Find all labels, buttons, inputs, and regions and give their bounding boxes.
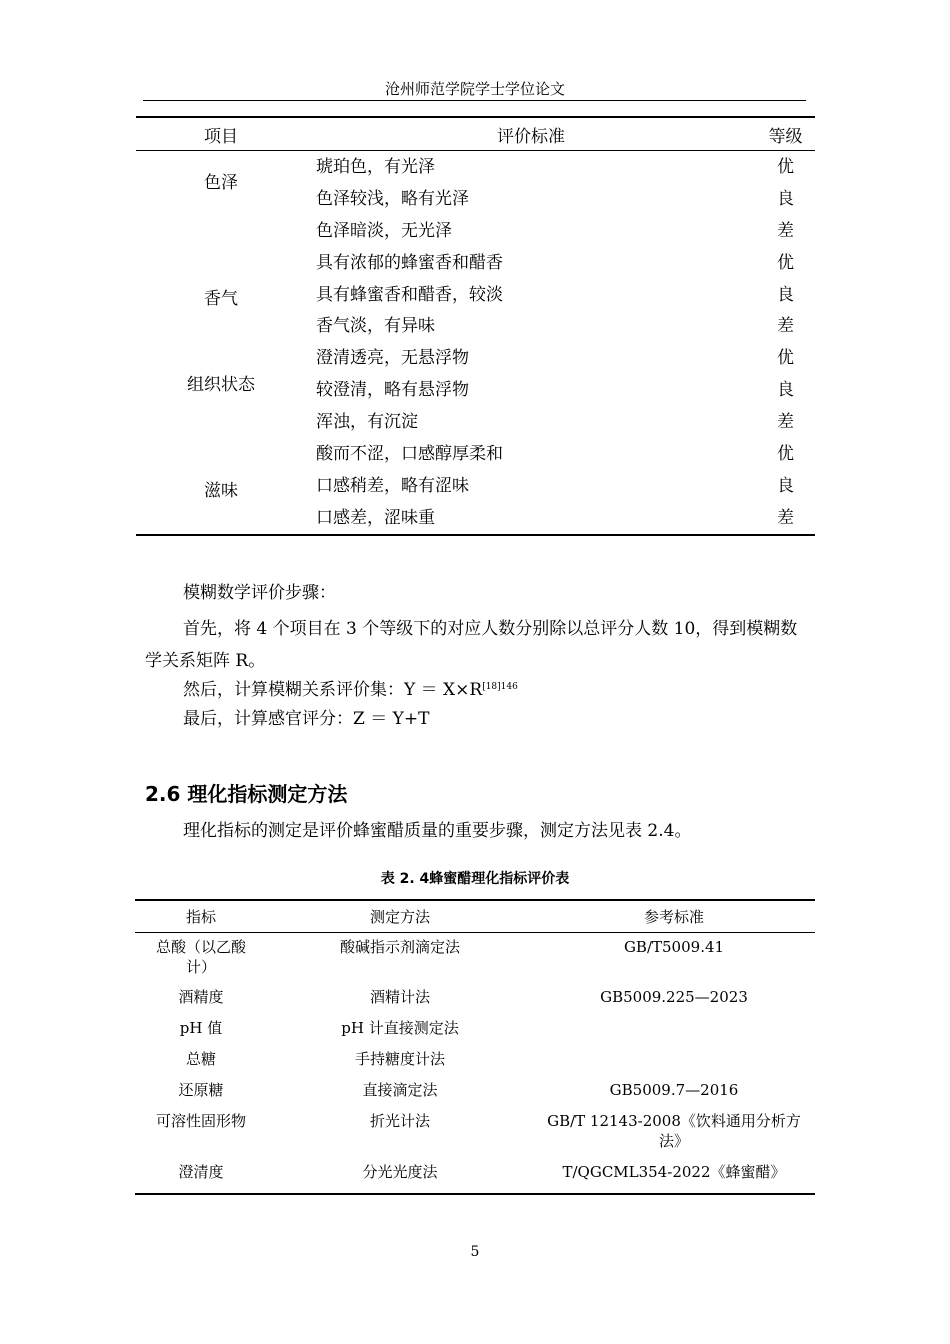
grade-cell: 良 bbox=[777, 380, 794, 401]
step-third: 最后，计算感官评分：Z ＝ Y+T bbox=[183, 709, 430, 729]
criterion-cell: 琥珀色，有光泽 bbox=[316, 156, 435, 177]
table-row bbox=[135, 1107, 815, 1158]
standard-cell: T/QGCML354-2022《蜂蜜醋》 bbox=[562, 1162, 786, 1181]
table-row bbox=[136, 215, 815, 247]
steps-title: 模糊数学评价步骤： bbox=[183, 583, 336, 603]
indicator-cell: 酒精度 bbox=[178, 987, 224, 1006]
step-first: 首先，将 4 个项目在 3 个等级下的对应人数分别除以总评分人数 10，得到模糊数学关系矩阵 R。 bbox=[145, 619, 798, 671]
grade-cell: 差 bbox=[756, 502, 815, 535]
standard-cell: GB5009.7—2016 bbox=[609, 1080, 739, 1099]
citation-ref: [18]146 bbox=[482, 682, 518, 692]
grade-cell: 差 bbox=[777, 316, 794, 337]
column-header-method: 测定方法 bbox=[267, 900, 533, 933]
criterion-cell: 澄清透亮，无悬浮物 bbox=[316, 348, 469, 369]
table-row bbox=[136, 342, 815, 374]
table-row bbox=[136, 406, 815, 438]
grade-cell: 优 bbox=[777, 156, 794, 177]
method-cell: pH 计直接测定法 bbox=[341, 1018, 459, 1037]
indicator-cell: 澄清度 bbox=[178, 1162, 224, 1181]
grade-cell: 良 bbox=[777, 475, 794, 496]
criterion-cell: 酸而不涩，口感醇厚柔和 bbox=[316, 443, 503, 464]
table-row bbox=[135, 933, 815, 983]
table-row bbox=[135, 983, 815, 1014]
indicator-cell: 可溶性固形物 bbox=[155, 1111, 246, 1130]
table-row bbox=[136, 151, 815, 183]
indicator-cell: pH 值 bbox=[179, 1018, 223, 1037]
grade-cell: 优 bbox=[777, 443, 794, 464]
empty-cell bbox=[136, 502, 306, 535]
step-second-text: 然后，计算模糊关系评价集：Y ＝ X×R bbox=[183, 680, 483, 700]
table-row bbox=[136, 310, 815, 342]
table-row bbox=[135, 1076, 815, 1107]
table-row bbox=[136, 438, 815, 470]
grade-cell: 良 bbox=[777, 284, 794, 305]
page-header: 沧州师范学院学士学位论文 bbox=[384, 80, 565, 98]
criterion-cell: 浑浊，有沉淀 bbox=[316, 412, 418, 433]
indicator-cell: 总酸（以乙酸计） bbox=[155, 938, 246, 976]
method-cell: 酒精计法 bbox=[369, 987, 430, 1006]
table-row bbox=[136, 502, 815, 535]
table-row bbox=[135, 1014, 815, 1045]
table-caption: 表 2. 4蜂蜜醋理化指标评价表 bbox=[380, 871, 570, 887]
physicochemical-table bbox=[135, 899, 815, 1195]
grade-cell: 差 bbox=[777, 220, 794, 241]
item-cell: 组织状态 bbox=[187, 375, 255, 396]
criterion-cell: 色泽暗淡，无光泽 bbox=[316, 220, 452, 241]
section-intro: 理化指标的测定是评价蜂蜜醋质量的重要步骤，测定方法见表 2.4。 bbox=[183, 821, 692, 841]
header-rule bbox=[143, 100, 806, 101]
standard-cell: GB/T 12143-2008《饮料通用分析方法》 bbox=[547, 1111, 801, 1150]
criterion-cell: 较澄清，略有悬浮物 bbox=[316, 380, 469, 401]
method-cell: 手持糖度计法 bbox=[354, 1049, 445, 1068]
table-header-row bbox=[136, 117, 815, 151]
grade-cell: 优 bbox=[777, 348, 794, 369]
empty-cell bbox=[136, 342, 306, 374]
criterion-cell: 具有浓郁的蜂蜜香和醋香 bbox=[316, 252, 503, 273]
criterion-cell: 口感差，涩味重 bbox=[306, 502, 756, 535]
grade-cell: 良 bbox=[777, 188, 794, 209]
empty-cell bbox=[136, 215, 306, 247]
column-header-item: 项目 bbox=[136, 117, 306, 151]
section-heading: 2.6 理化指标测定方法 bbox=[145, 782, 348, 806]
table-row bbox=[136, 247, 815, 279]
column-header-grade: 等级 bbox=[756, 117, 815, 151]
method-cell: 直接滴定法 bbox=[362, 1080, 438, 1099]
item-cell: 香气 bbox=[204, 289, 238, 310]
column-header-standard: 参考标准 bbox=[533, 900, 815, 933]
item-cell: 色泽 bbox=[204, 172, 238, 193]
indicator-cell: 总糖 bbox=[185, 1049, 216, 1068]
method-cell: 折光计法 bbox=[369, 1111, 430, 1130]
table-row bbox=[135, 1045, 815, 1076]
step-second bbox=[145, 676, 843, 701]
grade-cell: 优 bbox=[777, 252, 794, 273]
method-cell: 分光光度法 bbox=[267, 1158, 533, 1194]
criterion-cell: 色泽较浅，略有光泽 bbox=[316, 188, 469, 209]
criterion-cell: 口感稍差，略有涩味 bbox=[316, 475, 469, 496]
column-header-criterion: 评价标准 bbox=[306, 117, 756, 151]
empty-cell bbox=[136, 406, 306, 438]
standard-cell: GB5009.225—2023 bbox=[600, 987, 748, 1006]
grade-cell: 差 bbox=[777, 412, 794, 433]
sensory-evaluation-table bbox=[136, 116, 815, 536]
page-number: 5 bbox=[470, 1244, 480, 1260]
table-row bbox=[135, 1158, 815, 1194]
indicator-cell: 还原糖 bbox=[178, 1080, 224, 1099]
method-cell: 酸碱指示剂滴定法 bbox=[339, 938, 460, 956]
standard-cell: GB/T5009.41 bbox=[623, 938, 725, 956]
table-header-row bbox=[135, 900, 815, 933]
criterion-cell: 香气淡，有异味 bbox=[316, 316, 435, 337]
empty-cell bbox=[136, 310, 306, 342]
column-header-indicator: 指标 bbox=[135, 900, 267, 933]
table-row bbox=[136, 374, 815, 406]
criterion-cell: 具有蜂蜜香和醋香，较淡 bbox=[316, 284, 503, 305]
item-cell: 滋味 bbox=[204, 480, 238, 501]
